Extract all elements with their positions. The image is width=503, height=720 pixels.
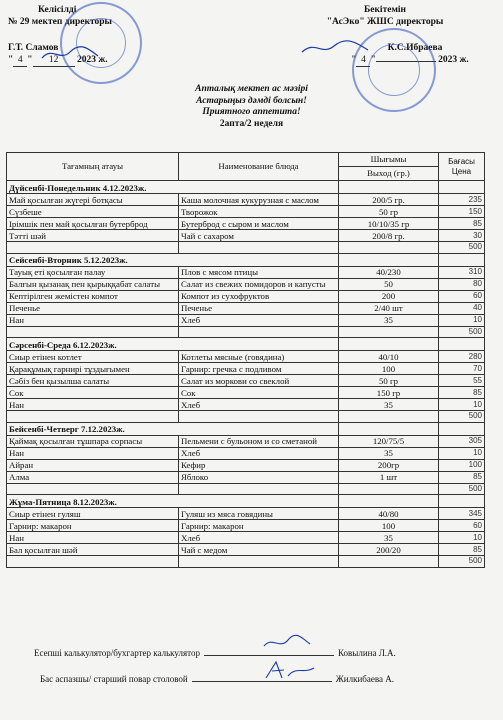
dish-price: 150 — [439, 206, 485, 218]
accountant-signature-line — [34, 648, 396, 659]
dish-price: 30 — [439, 230, 485, 242]
dish-name-ru: Бутерброд с сыром и маслом — [179, 218, 339, 230]
col-header-ru: Наименование блюда — [179, 153, 339, 181]
title-line-2: Астарыңыз дәмді болсын! — [196, 95, 307, 106]
dish-name-ru: Хлеб — [179, 447, 339, 459]
dish-price: 70 — [439, 363, 485, 375]
menu-item-row — [7, 266, 485, 278]
cook-label: Бас аспазшы/ старший повар столовой — [40, 674, 188, 684]
accountant-name: Ковылина Л.А. — [337, 648, 396, 658]
dish-name-kz: Сиыр етінен котлет — [7, 351, 179, 363]
dish-name-kz: Алма — [7, 471, 179, 483]
dish-name-ru: Плов с мясом птицы — [179, 266, 339, 278]
day-row — [7, 495, 485, 508]
dish-name-kz: Май қосылған жүгері ботқасы — [7, 194, 179, 206]
menu-item-row — [7, 471, 485, 483]
dish-name-kz: Нан — [7, 447, 179, 459]
day-total: 500 — [439, 411, 485, 423]
dish-name-ru: Салат из свежих помидоров и капусты — [179, 278, 339, 290]
dish-output: 100 — [339, 363, 439, 375]
dish-output: 35 — [339, 399, 439, 411]
date-day-right: 4 — [356, 54, 370, 67]
day-total: 500 — [439, 483, 485, 495]
date-month-left: 12 — [33, 54, 75, 67]
accountant-label: Есепші калькулятор/бухгартер калькулятор — [34, 648, 200, 658]
dish-name-kz: Нан — [7, 314, 179, 326]
dish-name-kz: Сүзбеше — [7, 206, 179, 218]
menu-item-row — [7, 218, 485, 230]
menu-item-row — [7, 520, 485, 532]
dish-output: 200/5 гр. — [339, 194, 439, 206]
menu-item-row — [7, 290, 485, 302]
menu-item-row — [7, 375, 485, 387]
dish-name-ru: Хлеб — [179, 399, 339, 411]
dish-name-kz: Нан — [7, 399, 179, 411]
dish-name-ru: Гарнир: макарон — [179, 520, 339, 532]
dish-name-kz: Қаймақ қосылған тұшпара сорпасы — [7, 435, 179, 447]
menu-item-row — [7, 302, 485, 314]
date-day-left: 4 — [13, 54, 27, 67]
approve-label-left: Келісілді — [38, 5, 77, 15]
day-row — [7, 181, 485, 194]
dish-price: 345 — [439, 508, 485, 520]
dish-output: 120/75/5 — [339, 435, 439, 447]
dish-price: 280 — [439, 351, 485, 363]
dish-name-kz: Тауық еті қосылған палау — [7, 266, 179, 278]
dish-output: 100 — [339, 520, 439, 532]
menu-item-row — [7, 544, 485, 556]
dish-output: 35 — [339, 532, 439, 544]
day-label: Сәрсенбі-Среда 6.12.2023ж. — [7, 338, 339, 351]
dish-name-ru: Чай с медом — [179, 544, 339, 556]
signature-right — [300, 36, 370, 58]
approve-label-right: Бекітемін — [363, 5, 407, 15]
dish-price: 10 — [439, 314, 485, 326]
menu-item-row — [7, 278, 485, 290]
title-line-3: Приятного аппетита! — [202, 107, 301, 117]
menu-item-row — [7, 399, 485, 411]
day-total-row — [7, 326, 485, 338]
menu-item-row — [7, 508, 485, 520]
dish-name-ru: Кефир — [179, 459, 339, 471]
signature-left — [40, 44, 100, 64]
menu-item-row — [7, 363, 485, 375]
menu-table — [6, 152, 485, 568]
dish-price: 85 — [439, 544, 485, 556]
cook-signature — [262, 660, 318, 682]
day-label: Жұма-Пятница 8.12.2023ж. — [7, 495, 339, 508]
title-line-1: Апталық мектеп ас мәзірі — [195, 84, 308, 94]
dish-output: 10/10/35 гр — [339, 218, 439, 230]
col-header-price: Бағасы Цена — [439, 153, 485, 181]
week-label: 2апта/2 неделя — [219, 118, 284, 129]
dish-output: 200гр — [339, 459, 439, 471]
dish-price: 85 — [439, 471, 485, 483]
approver-org-left: № 29 мектеп директоры — [8, 17, 112, 27]
day-row — [7, 338, 485, 351]
menu-item-row — [7, 351, 485, 363]
dish-name-kz: Тәтті шәй — [7, 230, 179, 242]
dish-name-ru: Пельмени с бульоном и со сметаной — [179, 435, 339, 447]
dish-name-ru: Гуляш из мяса говядины — [179, 508, 339, 520]
day-total: 500 — [439, 556, 485, 568]
menu-item-row — [7, 387, 485, 399]
dish-price: 310 — [439, 266, 485, 278]
dish-name-ru: Котлеты мясные (говядина) — [179, 351, 339, 363]
dish-price: 305 — [439, 435, 485, 447]
dish-price: 85 — [439, 218, 485, 230]
dish-output: 200/8 гр. — [339, 230, 439, 242]
day-row — [7, 253, 485, 266]
dish-output: 50 гр — [339, 206, 439, 218]
menu-item-row — [7, 314, 485, 326]
dish-name-kz: Сәбіз бен қызылша салаты — [7, 375, 179, 387]
dish-output: 200 — [339, 290, 439, 302]
dish-name-ru: Яблоко — [179, 471, 339, 483]
day-total-row — [7, 556, 485, 568]
dish-name-kz: Қарақұмық гарнирі тұздығымен — [7, 363, 179, 375]
day-total: 500 — [439, 326, 485, 338]
dish-price: 100 — [439, 459, 485, 471]
date-year-right: 2023 ж. — [438, 55, 469, 65]
accountant-signature — [262, 634, 312, 652]
dish-name-ru: Салат из моркови со свеклой — [179, 375, 339, 387]
dish-price: 60 — [439, 290, 485, 302]
menu-item-row — [7, 194, 485, 206]
dish-name-kz: Кептірілген жемістен компот — [7, 290, 179, 302]
dish-output: 40/80 — [339, 508, 439, 520]
approval-block-left: Келісілді № 29 мектеп директоры Г.Т. Сламов " 4 " 12 2023 ж. — [8, 5, 112, 65]
day-label: Бейсенбі-Четверг 7.12.2023ж. — [7, 422, 339, 435]
menu-item-row — [7, 230, 485, 242]
menu-item-row — [7, 459, 485, 471]
day-total-row — [7, 483, 485, 495]
date-year-left: 2023 ж. — [76, 55, 108, 65]
dish-price: 10 — [439, 447, 485, 459]
dish-name-ru: Чай с сахаром — [179, 230, 339, 242]
dish-output: 35 — [339, 447, 439, 459]
day-total-row — [7, 411, 485, 423]
school-stamp — [60, 2, 142, 84]
cook-signature-line — [40, 674, 394, 685]
approval-block-right: Бекітемін "АсЭко" ЖШС директоры К.С.Ибраева " 4 " 2023 ж. — [326, 5, 469, 65]
dish-output: 2/40 шт — [339, 302, 439, 314]
col-header-output-kz: Шығымы — [339, 153, 439, 167]
dish-name-kz: Бал қосылған шәй — [7, 544, 179, 556]
day-label: Сейсенбі-Вторник 5.12.2023ж. — [7, 253, 339, 266]
dish-price: 235 — [439, 194, 485, 206]
menu-item-row — [7, 435, 485, 447]
day-label: Дүйсенбі-Понедельник 4.12.2023ж. — [7, 181, 339, 194]
dish-name-kz: Сиыр етінен гуляш — [7, 508, 179, 520]
dish-price: 10 — [439, 532, 485, 544]
dish-output: 150 гр — [339, 387, 439, 399]
dish-output: 40/230 — [339, 266, 439, 278]
day-row — [7, 422, 485, 435]
table-header-row — [7, 153, 485, 167]
cook-name: Жилкибаева А. — [335, 674, 394, 684]
menu-item-row — [7, 206, 485, 218]
dish-name-kz: Айран — [7, 459, 179, 471]
menu-title — [0, 84, 503, 130]
dish-output: 50 — [339, 278, 439, 290]
dish-price: 60 — [439, 520, 485, 532]
dish-name-kz: Балғын қызанақ пен қырыққабат салаты — [7, 278, 179, 290]
approver-name-right: К.С.Ибраева — [387, 43, 443, 53]
dish-name-ru: Каша молочная кукурузная с маслом — [179, 194, 339, 206]
approver-org-right: "АсЭко" ЖШС директоры — [326, 17, 444, 27]
dish-name-kz: Ірімшік пен май қосылған бутерброд — [7, 218, 179, 230]
dish-output: 50 гр — [339, 375, 439, 387]
day-total-row — [7, 242, 485, 254]
dish-output: 200/20 — [339, 544, 439, 556]
dish-name-ru: Сок — [179, 387, 339, 399]
dish-price: 10 — [439, 399, 485, 411]
dish-price: 40 — [439, 302, 485, 314]
dish-price: 80 — [439, 278, 485, 290]
dish-output: 40/10 — [339, 351, 439, 363]
dish-price: 55 — [439, 375, 485, 387]
col-header-kz: Тағамның атауы — [7, 153, 179, 181]
dish-output: 35 — [339, 314, 439, 326]
dish-name-kz: Нан — [7, 532, 179, 544]
dish-name-kz: Гарнир: макарон — [7, 520, 179, 532]
dish-name-kz: Печенье — [7, 302, 179, 314]
dish-name-ru: Гарнир: гречка с подливом — [179, 363, 339, 375]
dish-name-kz: Сок — [7, 387, 179, 399]
dish-name-ru: Печенье — [179, 302, 339, 314]
dish-name-ru: Творожок — [179, 206, 339, 218]
day-total: 500 — [439, 242, 485, 254]
approver-name-left: Г.Т. Сламов — [8, 43, 59, 53]
dish-name-ru: Хлеб — [179, 314, 339, 326]
col-header-output-ru: Выход (гр.) — [339, 167, 439, 181]
menu-item-row — [7, 532, 485, 544]
dish-name-ru: Компот из сухофруктов — [179, 290, 339, 302]
dish-price: 85 — [439, 387, 485, 399]
dish-output: 1 шт — [339, 471, 439, 483]
dish-name-ru: Хлеб — [179, 532, 339, 544]
menu-item-row — [7, 447, 485, 459]
